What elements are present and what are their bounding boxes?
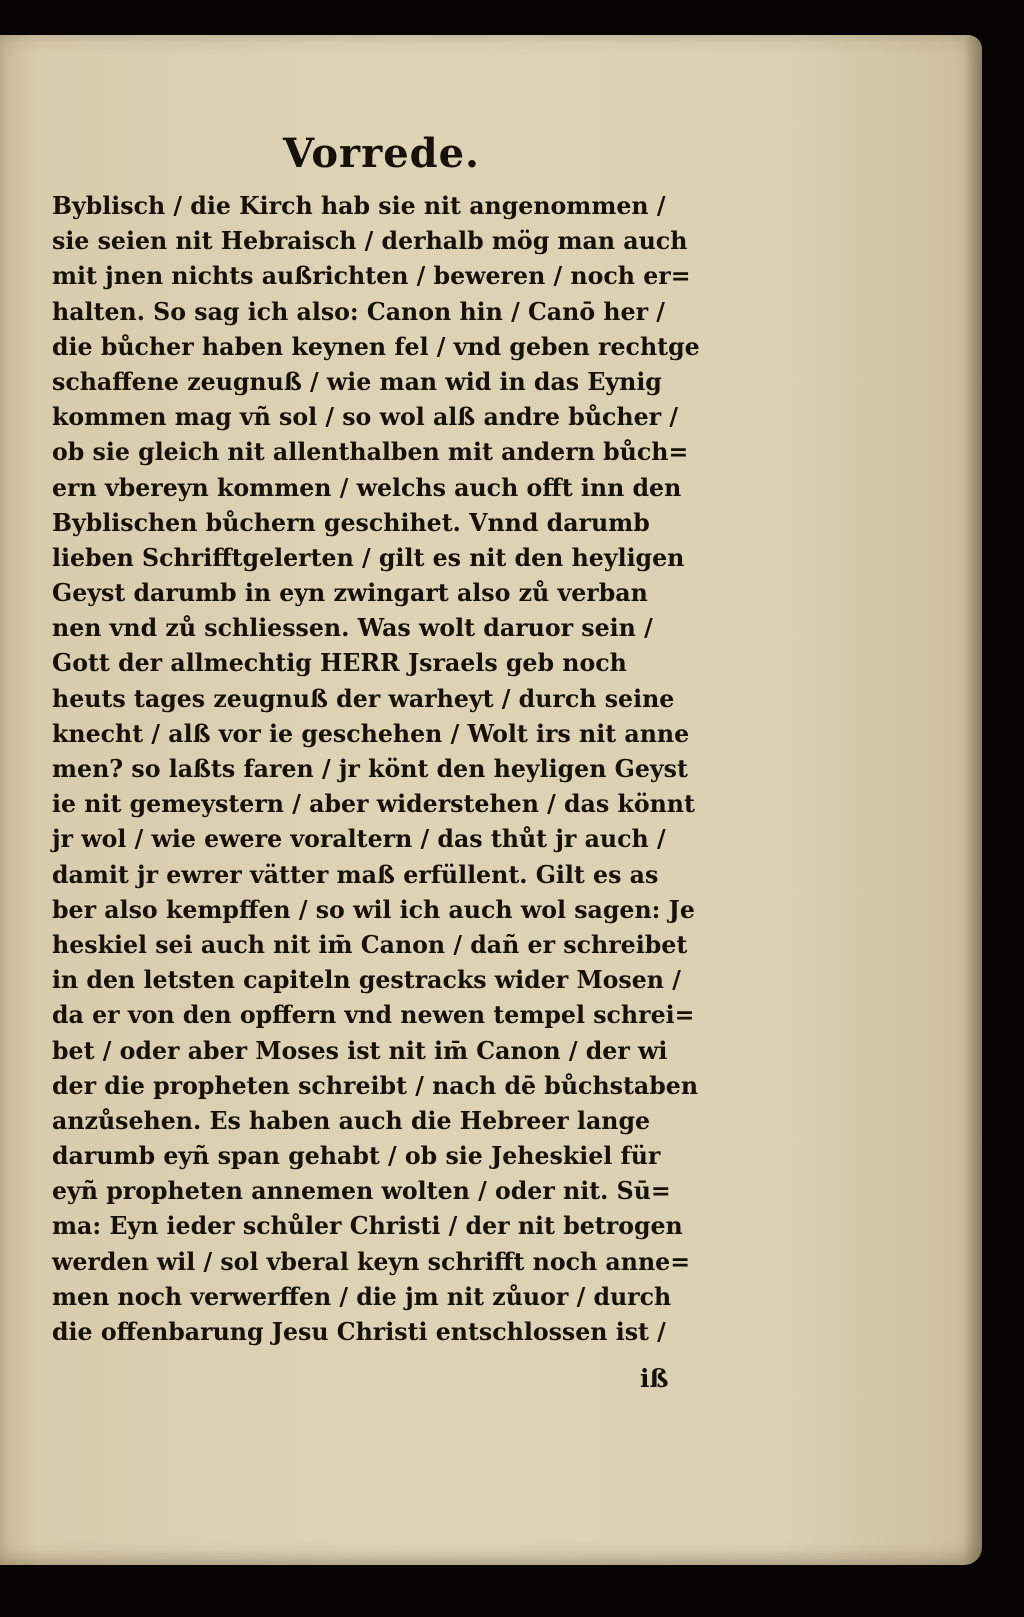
text-line: eyñ propheten annemen wolten / oder nit. Sū= <box>52 1176 671 1206</box>
text-line: halten. So sag ich also: Canon hin / Canō her / <box>52 296 665 326</box>
running-head: Vorrede. <box>283 130 480 177</box>
text-line: Geyst darumb in eyn zwingart also zů verban <box>52 578 648 608</box>
text-line: ob sie gleich nit allenthalben mit andern bůch= <box>52 437 689 467</box>
text-line: bet / oder aber Moses ist nit im̄ Canon / der wi <box>52 1035 668 1065</box>
text-line: Byblischen bůchern geschihet. Vnnd darumb <box>52 507 650 537</box>
text-line: lieben Schrifftgelerten / gilt es nit den heyligen <box>52 542 685 572</box>
text-line: darumb eyñ span gehabt / ob sie Jeheskiel für <box>52 1141 661 1171</box>
text-line: werden wil / sol vberal keyn schrifft noch anne= <box>52 1246 691 1276</box>
text-line: anzůsehen. Es haben auch die Hebreer lange <box>52 1105 651 1135</box>
text-line: die offenbarung Jesu Christi entschlossen ist / <box>52 1317 666 1346</box>
text-line: men? so laßts faren / jr könt den heyligen Geyst <box>52 754 688 783</box>
text-line: die bůcher haben keynen fel / vnd geben rechtge <box>52 331 700 361</box>
text-line: damit jr ewrer vätter maß erfüllent. Gilt es as <box>52 859 659 889</box>
text-line: in den letsten capiteln gestracks wider Mosen / <box>52 965 681 995</box>
text-block <box>52 188 752 1349</box>
text-line: heskiel sei auch nit im̄ Canon / dañ er schreibet <box>52 929 688 959</box>
text-line: ber also kempffen / so wil ich auch wol sagen: Je <box>52 894 695 924</box>
text-line: jr wol / wie ewere voraltern / das thůt jr auch / <box>52 824 666 854</box>
text-line: men noch verwerffen / die jm nit zůuor / durch <box>52 1281 672 1311</box>
text-line: kommen mag vñ sol / so wol alß andre bůcher / <box>52 402 679 432</box>
text-line: sie seien nit Hebraisch / derhalb mög man auch <box>52 226 688 256</box>
text-line: nen vnd zů schliessen. Was wolt daruor sein / <box>52 613 653 643</box>
text-line: Byblisch / die Kirch hab sie nit angenommen / <box>52 191 666 220</box>
text-line: Gott der allmechtig HERR Jsraels geb noch <box>52 648 627 678</box>
text-line: ern vbereyn kommen / welchs auch offt inn den <box>52 472 682 502</box>
book-page <box>0 35 982 1565</box>
catchword: iß <box>640 1364 669 1393</box>
text-line: ie nit gemeystern / aber widerstehen / das könnt <box>52 789 695 819</box>
text-line: schaffene zeugnuß / wie man wid in das Eynig <box>52 366 662 396</box>
text-line: ma: Eyn ieder schůler Christi / der nit betrogen <box>52 1211 683 1241</box>
text-line: knecht / alß vor ie geschehen / Wolt irs nit anne <box>52 718 690 748</box>
text-line: der die propheten schreibt / nach dē bůchstaben <box>52 1070 699 1100</box>
text-line: heuts tages zeugnuß der warheyt / durch seine <box>52 683 675 713</box>
text-line: da er von den opffern vnd newen tempel schrei= <box>52 1000 695 1030</box>
text-line: mit jnen nichts außrichten / beweren / noch er= <box>52 261 691 291</box>
